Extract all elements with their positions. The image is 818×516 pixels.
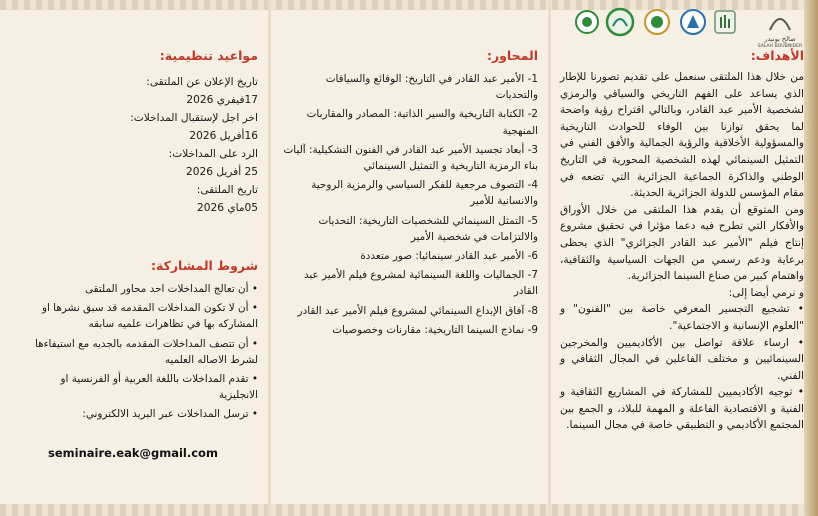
goals-bullet-3: • توجيه الأكاديميين للمشاركة في المشاريع الثقافية و الفنية و الاقتصادية الفاعلة و المهمة للبلاد، و الجمع بين المجتمع الأكاديمي و التطبيقي خاصة في مجال السينما. [560,384,804,434]
goals-also: و نرمي أيضا إلى: [728,286,804,299]
schedule-line-8: 05ماي 2026 [196,202,258,214]
axis-item-2: 2- الكتابة التاريخية والسير الذاتية: المصادر والمقاربات المنهجية [306,108,538,137]
goals-title: الأهداف: [750,48,804,63]
axis-item-8: 8- آفاق الإبداع السينمائي لمشروع فيلم الأمير عبد القادر [297,304,538,317]
condition-item-1: • أن تعالج المداخلات احد محاور الملتقى [22,281,258,297]
axes-title: المحاور: [486,48,538,63]
logo-circle-1-inner [582,17,592,27]
axis-item-7: 7- الجماليات واللغة السينمائية لمشروع فيلم الأمير عبد القادر [303,269,538,298]
column-divider-right [548,0,551,516]
schedule-section [22,48,258,217]
conditions-title: شروط المشاركة: [151,258,258,273]
axes-section [282,48,538,341]
goals-section [560,48,804,434]
contact-email[interactable]: seminaire.eak@gmail.com [48,446,218,460]
decorative-bottom-border [0,504,818,516]
schedule-title: مواعيد تنظيمية: [159,48,258,63]
logo-arch-6 [770,19,790,30]
schedule-line-7: تاريخ الملتقى: [196,184,258,196]
goals-intro: من خلال هذا الملتقى سنعمل على تقديم تصورنا للإطار الذي يساعد على الفهم التاريخي والسياقي والرمزي لشخصية الأمير عبد القادر، وبالتالي اقتراح رؤية واضحة لما يحقق توازنا بين الوفاء للحوادث التاريخية والمسؤولية الأخلاقية والرؤية الجمالية والأفق الفني في التمثيل السينمائي لهذه الشخصية المحورية في التاريخ الوطني والذاكرة الجماعية الجزائرية التي تضعه في مقام المؤسس للدولة الجزائرية الحديثة. [560,71,804,200]
goals-bullet-1: • تشجيع التجسير المعرفي خاصة بين "الفنون" و "العلوم الإنسانية و الاجتماعية". [560,301,804,334]
logo-circle-2 [607,9,633,35]
schedule-line-2: 17فيفري 2026 [186,94,258,106]
axis-item-1: 1- الأمير عبد القادر في التاريخ: الوقائع والسياقات والتحديات [325,73,538,102]
schedule-line-5: الرد على المداخلات: [168,148,258,160]
goals-bullet-2: • ارساء علاقة تواصل بين الأكاديميين والمخرجين السينمائيين و مختلف الفاعلين في المجال الثقافي و الفني. [560,335,804,385]
column-divider-left [268,0,271,516]
schedule-line-1: تاريخ الإعلان عن الملتقى: [146,76,258,88]
schedule-line-3: اخر اجل لإستقبال المداخلات: [130,112,258,124]
axis-item-4: 4- التصوف مرجعية للفكر السياسي والرمزية الروحية والانسانية للأمير [311,179,538,208]
logo-circle-3-inner [651,16,663,28]
decorative-right-border [804,0,818,516]
axis-item-9: 9- نماذج السينما التاريخية: مقارنات وخصوصيات [332,323,538,336]
axis-item-5: 5- التمثل السينمائي للشخصيات التاريخية: التحديات والالتزامات في شخصية الأمير [318,214,538,243]
condition-item-5: • ترسل المداخلات عبر البريد الالكتروني: [22,406,258,422]
axis-item-3: 3- أبعاد تجسيد الأمير عبد القادر في الفنون التشكيلية: آليات بناء الرمزية التاريخية و التمثيل السينمائي [283,143,538,173]
schedule-line-6: 25 أفريل 2026 [185,166,258,178]
brand-name-ar: صالح بونيدر [764,35,796,43]
condition-item-2: • أن لا تكون المداخلات المقدمه قد سبق نشرها او المشاركه بها في تظاهرات علميه سابقه [22,300,258,332]
condition-item-4: • تقدم المداخلات باللغة العربية أو الفرنسية او الانجليزية [22,371,258,403]
conditions-section [22,258,258,426]
logos-row [575,6,809,50]
axis-item-6: 6- الأمير عبد القادر سينمائيا: صور متعددة [360,250,538,263]
schedule-line-4: 16أفريل 2026 [189,130,258,142]
condition-item-3: • أن تتصف المداخلات المقدمه بالجديه مع استيفاءها لشرط الاصاله العلميه [22,336,258,368]
goals-expectation: ومن المتوقع أن يقدم هذا الملتقى من خلال الأوراق والأفكار التي تطرح فيه دعما مؤثرا في تحقيق مشروع إنتاج فيلم "الأمير عبد القادر الجزائري" الذي يحظى برعاية ودعم رسمي من الجهات السياسية والثقافية، واهتمام كبير من صناع السينما الجزائرية. [560,203,804,283]
brand-name-lat: SALAH BOUBNIDER [757,44,803,49]
